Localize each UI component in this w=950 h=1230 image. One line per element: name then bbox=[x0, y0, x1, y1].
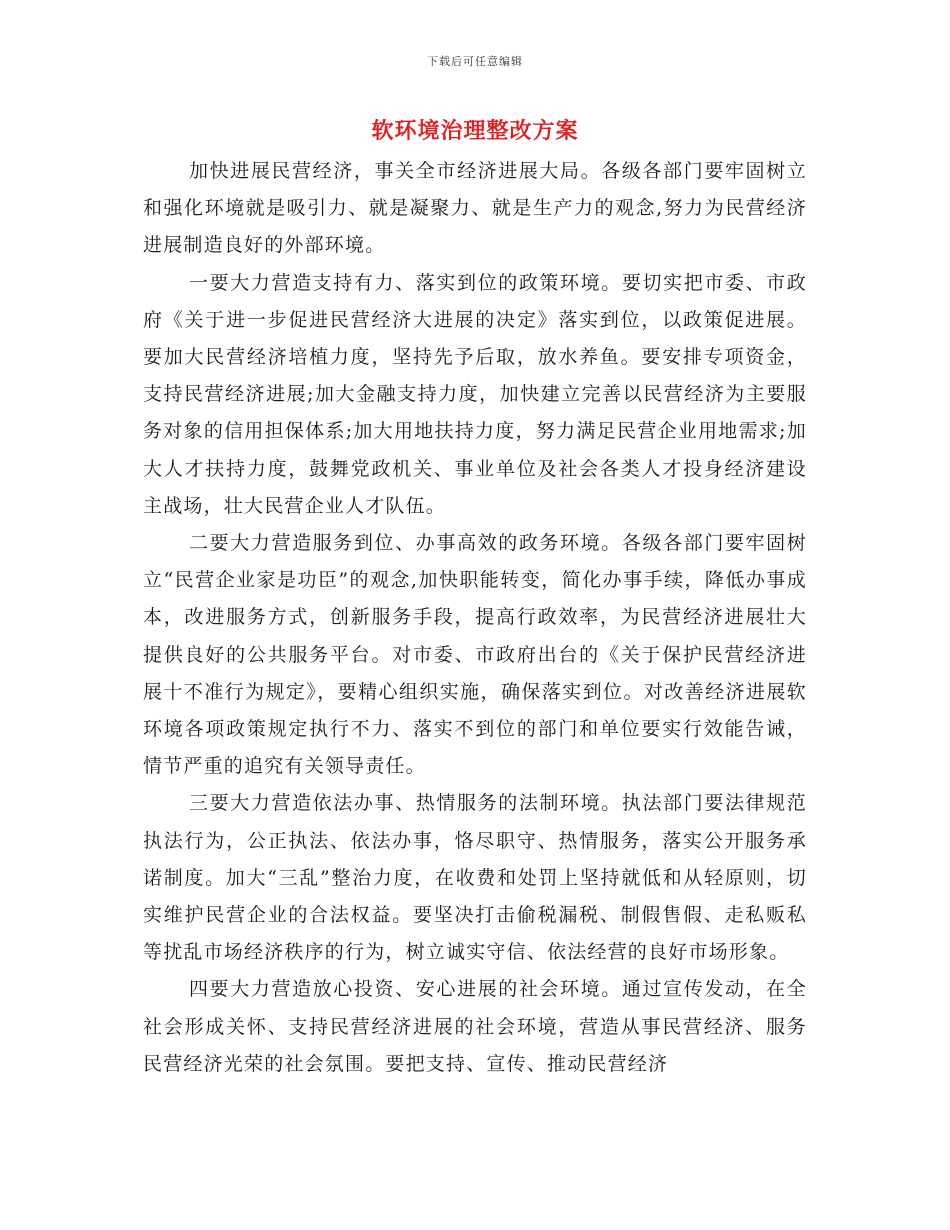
paragraph-legal-environment: 三要大力营造依法办事、热情服务的法制环境。执法部门要法律规范执法行为，公正执法、依法办事，恪尽职守、热情服务，落实公开服务承诺制度。加大“三乱”整治力度，在收费和处罚上坚持就低和从轻原则，切实维护民营企业的合法权益。要坚决打击偷税漏税、制假售假、走私贩私等扰乱市场经济秩序的行为，树立诚实守信、依法经营的良好市场形象。 bbox=[143, 792, 807, 964]
page-header-note: 下载后可任意编辑 bbox=[427, 55, 523, 68]
paragraph-policy-environment: 一要大力营造支持有力、落实到位的政策环境。要切实把市委、市政府《关于进一步促进民营经济大进展的决定》落实到位，以政策促进展。要加大民营经济培植力度，坚持先予后取，放水养鱼。要安排专项资金，支持民营经济进展;加大金融支持力度，加快建立完善以民营经济为主要服务对象的信用担保体系;加大用地扶持力度，努力满足民营企业用地需求;加大人才扶持力度，鼓舞党政机关、事业单位及社会各类人才投身经济建设主战场，壮大民营企业人才队伍。 bbox=[143, 271, 807, 517]
paragraph-intro: 加快进展民营经济，事关全市经济进展大局。各级各部门要牢固树立和强化环境就是吸引力、就是凝聚力、就是生产力的观念,努力为民营经济进展制造良好的外部环境。 bbox=[143, 160, 807, 257]
paragraph-social-environment: 四要大力营造放心投资、安心进展的社会环境。通过宣传发动，在全社会形成关怀、支持民营经济进展的社会环境，营造从事民营经济、服务民营经济光荣的社会氛围。要把支持、宣传、推动民营经济 bbox=[143, 978, 807, 1075]
paragraph-government-environment: 二要大力营造服务到位、办事高效的政务环境。各级各部门要牢固树立“民营企业家是功臣”的观念,加快职能转变，简化办事手续，降低办事成本，改进服务方式，创新服务手段，提高行政效率，为民营经济进展壮大提供良好的公共服务平台。对市委、市政府出台的《关于保护民营经济进展十不准行为规定》，要精心组织实施，确保落实到位。对改善经济进展软环境各项政策规定执行不力、落实不到位的部门和单位要实行效能告诫，情节严重的追究有关领导责任。 bbox=[143, 532, 807, 778]
document-body bbox=[143, 153, 807, 1083]
document-title: 软环境治理整改方案 bbox=[371, 118, 579, 144]
